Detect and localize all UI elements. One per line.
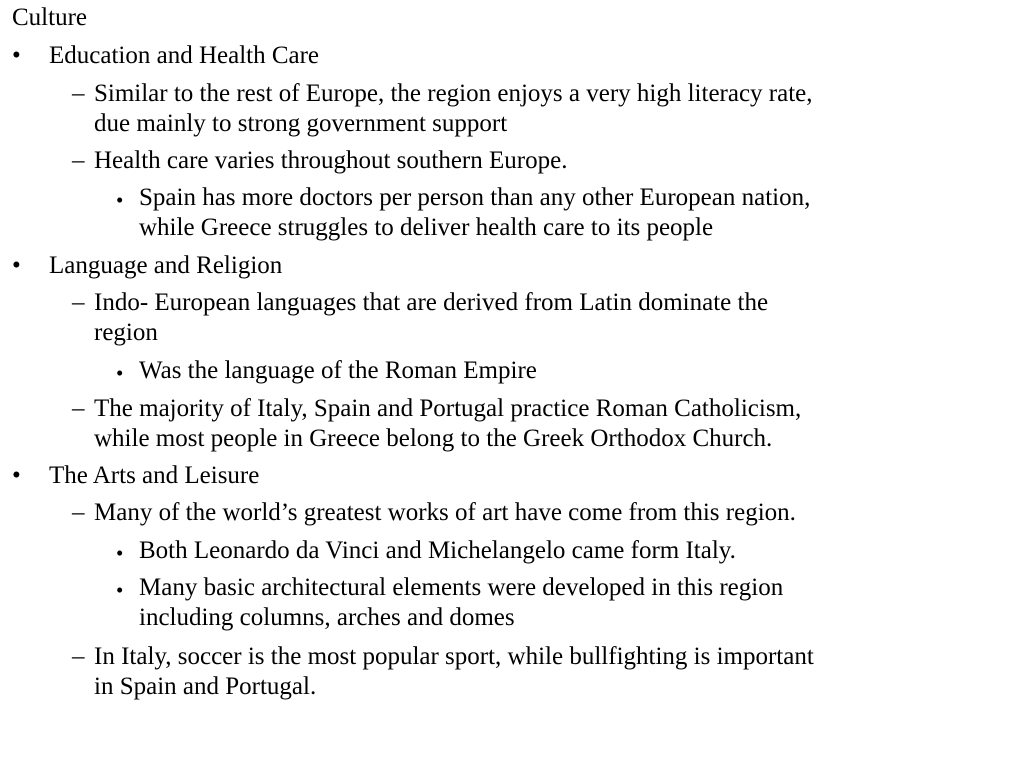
bullet-dot-icon: • — [116, 361, 124, 385]
bullet-dash-icon: – — [72, 147, 85, 174]
bullet-text: Many of the world’s greatest works of art have come from this region. — [94, 499, 796, 526]
bullet-dot-icon: • — [116, 188, 124, 212]
bullet-text: The majority of Italy, Spain and Portugal practice Roman Catholicism, while most people in Greece belong to the Greek Orthodox Church. — [94, 395, 802, 452]
bullet-text: Language and Religion — [49, 252, 283, 279]
slide-title: Culture — [12, 4, 87, 31]
bullet-dash-icon: – — [72, 289, 85, 316]
bullet-text: Education and Health Care — [49, 42, 320, 69]
bullet-text: Many basic architectural elements were developed in this region including columns, arches and domes — [139, 574, 784, 631]
bullet-text: Spain has more doctors per person than any other European nation, while Greece struggles to deliver health care to its people — [139, 184, 811, 241]
bullet-dash-icon: – — [72, 395, 85, 422]
bullet-dot-icon: • — [12, 462, 21, 489]
bullet-text: Both Leonardo da Vinci and Michelangelo came form Italy. — [139, 537, 736, 564]
bullet-text: In Italy, soccer is the most popular sport, while bullfighting is important in Spain and Portugal. — [94, 643, 814, 700]
bullet-dot-icon: • — [116, 578, 124, 602]
bullet-dot-icon: • — [116, 541, 124, 565]
bullet-dot-icon: • — [12, 42, 21, 69]
bullet-dash-icon: – — [72, 80, 85, 107]
bullet-text: The Arts and Leisure — [49, 462, 260, 489]
bullet-text: Health care varies throughout southern Europe. — [94, 147, 568, 174]
bullet-dash-icon: – — [72, 643, 85, 670]
bullet-text: Indo- European languages that are derived from Latin dominate the region — [94, 289, 769, 346]
bullet-dash-icon: – — [72, 499, 85, 526]
bullet-text: Was the language of the Roman Empire — [139, 357, 537, 384]
bullet-dot-icon: • — [12, 252, 21, 279]
bullet-text: Similar to the rest of Europe, the region enjoys a very high literacy rate, due mainly to strong government support — [94, 80, 813, 137]
